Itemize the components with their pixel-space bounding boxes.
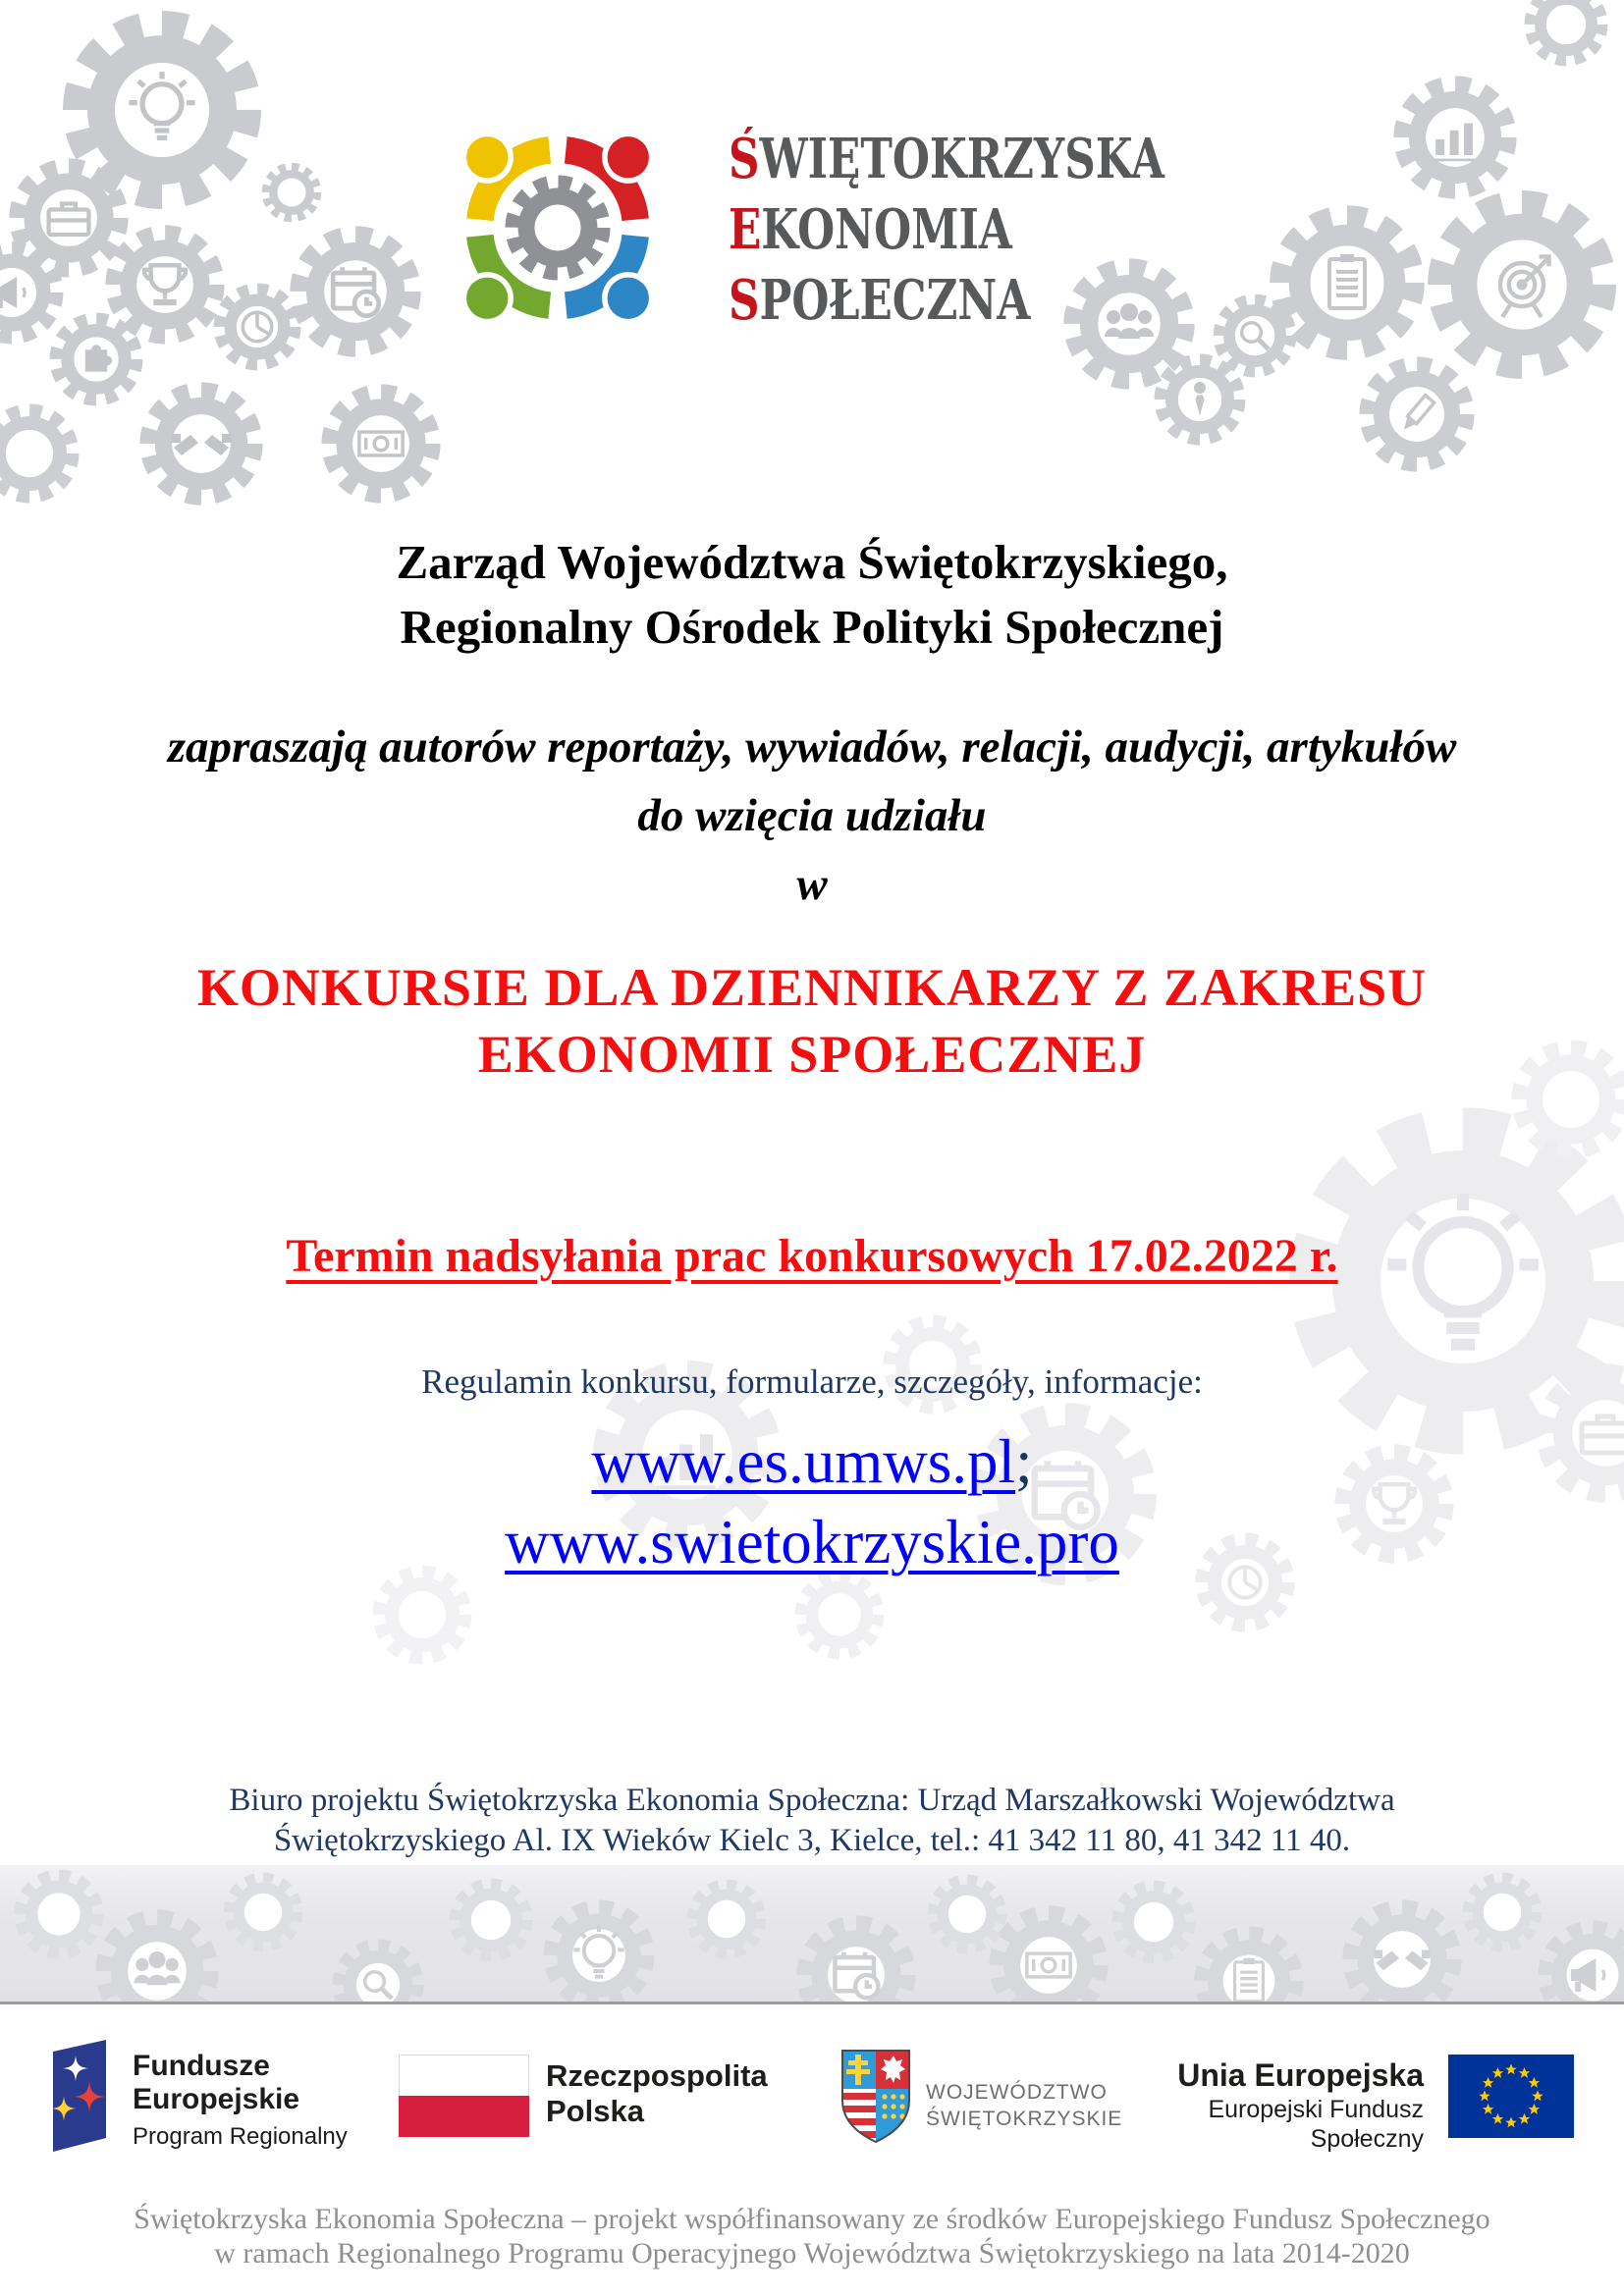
link-swietokrzyskie-pro[interactable]: www.swietokrzyskie.pro <box>505 1508 1119 1576</box>
link-es-umws[interactable]: www.es.umws.pl <box>591 1427 1016 1496</box>
office-line-2: Świętokrzyskiego Al. IX Wieków Kielc 3, Kielce, tel.: 41 342 11 80, 41 342 11 40. <box>273 1823 1351 1858</box>
gear-icon <box>692 1885 761 1953</box>
contest-title-line-1: KONKURSIE DLA DZIENNIKARZY Z ZAKRESU <box>196 958 1428 1017</box>
footer-logos-strip <box>0 2022 1624 2169</box>
eu-title: Unia Europejska <box>1177 2057 1424 2093</box>
gear-icon <box>20 1875 97 1952</box>
poland-label-line-1: Rzeczpospolita <box>546 2058 768 2093</box>
eu-subtitle: Europejski Fundusz Społeczny <box>1208 2096 1424 2153</box>
deadline-underlined: Termin nadsyłania prac konkursowych 17.02.2022 r. <box>286 1230 1338 1282</box>
gear-cluster-top-left <box>0 24 433 498</box>
eu-funds-title-line-2: Europejskie <box>133 2083 300 2115</box>
voivodeship-coat-of-arms <box>839 2048 912 2146</box>
logo-initial: Ś <box>729 127 760 191</box>
contest-title <box>0 954 1624 1088</box>
gear-icon <box>804 1923 908 2027</box>
gear-icon <box>17 166 121 270</box>
project-office-info <box>0 1781 1624 1861</box>
page-title-line-2: Regionalny Ośrodek Polityki Społecznej <box>400 600 1224 654</box>
logo-initial: S <box>729 268 760 333</box>
logo-line-3 <box>729 265 1164 336</box>
poland-flag <box>399 2055 529 2137</box>
eu-funds-title <box>133 2050 348 2116</box>
gear-icon <box>997 1913 1101 2017</box>
gear-icon <box>298 235 412 348</box>
gear-icon <box>147 390 254 497</box>
gear-icon <box>933 1880 1001 1949</box>
voivodeship-label-line-2: ŚWIĘTOKRZYSKIE <box>926 2108 1123 2130</box>
deadline-text <box>0 1229 1624 1283</box>
voivodeship-label-line-1: WOJEWÓDZTWO <box>926 2081 1108 2104</box>
invitation-line-2: do wzięcia udziału <box>637 790 987 841</box>
funding-note <box>0 2202 1624 2270</box>
gear-icon <box>229 1878 298 1947</box>
logo-rest: POŁECZNA <box>759 268 1031 333</box>
invitation-line-3: w <box>796 859 828 910</box>
invitation-text <box>0 713 1624 919</box>
logo-line-1 <box>729 124 1164 194</box>
stars-grid <box>882 2094 904 2118</box>
gear-icon <box>551 1907 648 2004</box>
eu-funds-logo <box>49 2036 110 2154</box>
gear-icon <box>379 1572 465 1658</box>
gear-icon <box>1350 1907 1454 2011</box>
eu-flag <box>1448 2055 1574 2138</box>
gear-icon <box>1218 299 1291 372</box>
band-separator-line <box>0 2002 1624 2004</box>
gear-icon <box>0 410 73 497</box>
eu-funds-title-line-1: Fundusze <box>133 2050 270 2082</box>
funding-note-line-2: w ramach Regionalnego Programu Operacyjnego Województwa Świętokrzyskiego na lata 2014-2020 <box>214 2237 1410 2269</box>
link-separator: ; <box>1015 1427 1033 1496</box>
gear-icon <box>1202 1934 1297 2029</box>
logo-rest: WIĘTOKRZYSKA <box>759 127 1164 191</box>
gear-icon <box>266 167 318 219</box>
invitation-line-1: zapraszają autorów reportaży, wywiadów, relacji, audycji, artykułów <box>167 721 1457 773</box>
poland-flag-red-stripe <box>399 2096 529 2137</box>
page-title <box>0 530 1624 660</box>
office-line-1: Biuro projektu Świętokrzyska Ekonomia Społeczna: Urząd Marszałkowski Województwa <box>229 1783 1395 1818</box>
gear-icon <box>113 233 217 337</box>
poland-flag-white-stripe <box>399 2055 529 2096</box>
link-line-1 <box>0 1421 1624 1502</box>
ses-logo-mark <box>420 79 695 353</box>
gear-icon <box>329 392 433 496</box>
gear-icon <box>1530 0 1602 61</box>
gear-icon <box>513 183 603 273</box>
gear-icon <box>1367 364 1467 464</box>
link-line-2 <box>0 1502 1624 1582</box>
gear-icon <box>103 1917 210 2024</box>
poland-label <box>546 2058 768 2129</box>
gear-icon <box>800 1575 878 1653</box>
logo-line-2 <box>729 194 1164 265</box>
info-heading: Regulamin konkursu, formularze, szczegóły, informacje: <box>421 1362 1203 1401</box>
logo-rest: KONOMIA <box>761 197 1012 262</box>
funding-note-line-1: Świętokrzyska Ekonomia Społeczna – projekt współfinansowany ze środków Europejskiego Fundusz Społecznego <box>134 2203 1490 2235</box>
gear-icon <box>1468 1878 1537 1947</box>
eu-funds-label <box>133 2050 348 2152</box>
gear-icon <box>1279 215 1414 349</box>
gear-icon <box>1117 1886 1190 1958</box>
ses-logo-wordmark <box>729 124 1164 336</box>
gear-icon <box>339 1946 418 2025</box>
poland-label-line-2: Polska <box>546 2094 644 2128</box>
page-title-line-1: Zarząd Województwa Świętokrzyskiego, <box>396 535 1228 589</box>
voivodeship-label <box>926 2079 1122 2132</box>
eu-label <box>1174 2057 1424 2154</box>
eu-funds-subtitle: Program Regionalny <box>133 2123 348 2150</box>
gear-icon <box>455 1884 527 1956</box>
contest-title-line-2: EKONOMII SPOŁECZNEJ <box>477 1025 1147 1084</box>
links-block <box>0 1421 1624 1582</box>
logo-initial: E <box>729 197 762 262</box>
